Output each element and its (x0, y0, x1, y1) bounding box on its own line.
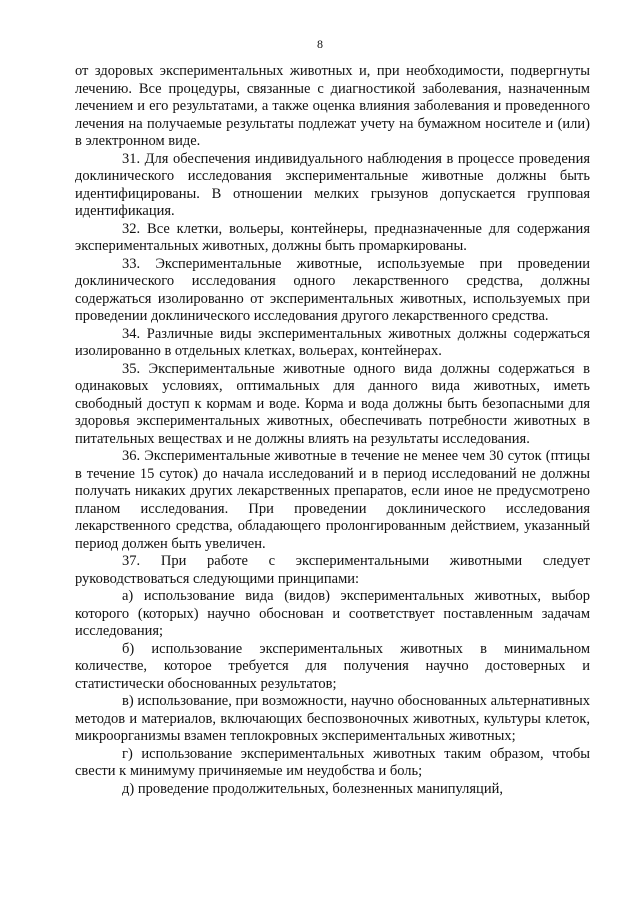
subitem-a: а) использование вида (видов) экспериментальных животных, выбор которого (которых) научно обоснован и соответствует поставленным задачам исследования; (75, 588, 590, 639)
subitem-d: д) проведение продолжительных, болезненных манипуляций, (122, 780, 503, 797)
subitem-g: г) использование экспериментальных животных таким образом, чтобы свести к минимуму причиняемые им неудобства и боль; (75, 745, 590, 779)
paragraph-item-33: 33. Экспериментальные животные, используемые при проведении доклинического исследования одного лекарственного средства, должны содержаться изолированно от экспериментальных животных, используемых при проведении доклинического исследования другого лекарственного средства. (75, 255, 590, 324)
subitem-b: б) использование экспериментальных животных в минимальном количестве, которое требуется для получения научно достоверных и статистически обоснованных результатов; (75, 640, 590, 692)
paragraph-item-36: 36. Экспериментальные животные в течение не менее чем 30 суток (птицы в течение 15 суток) до начала исследований и в период исследований не должны получать никаких других лекарственных препаратов, если иное не предусмотрено планом исследования. При проведении доклинического исследования лекарственного средства, обладающего пролонгированным действием, указанный период должен быть увеличен. (75, 448, 590, 552)
paragraph-continuation: от здоровых экспериментальных животных и, при необходимости, подвергнуты лечению. Все процедуры, связанные с диагностикой заболевания, назначенным лечением и его результатами, а также оценка влияния заболевания и проведенного лечения на получаемые результаты подлежат учету на бумажном носителе и (или) в электронном виде. (75, 63, 590, 149)
page-number: 8 (317, 37, 323, 51)
paragraph-item-32: 32. Все клетки, вольеры, контейнеры, предназначенные для содержания экспериментальных животных, должны быть промаркированы. (75, 220, 590, 254)
paragraph-item-37: 37. При работе с экспериментальными животными следует руководствоваться следующими принципами: (75, 553, 590, 587)
paragraph-item-34: 34. Различные виды экспериментальных животных должны содержаться изолированно в отдельных клетках, вольерах, контейнерах. (75, 325, 590, 359)
paragraph-item-31: 31. Для обеспечения индивидуального наблюдения в процессе проведения доклинического исследования экспериментальные животные должны быть идентифицированы. В отношении мелких грызунов допускается групповая идентификация. (75, 150, 590, 219)
body-text (75, 63, 590, 798)
paragraph-item-35: 35. Экспериментальные животные одного вида должны содержаться в одинаковых условиях, оптимальных для данного вида животных, иметь свободный доступ к кормам и воде. Корма и вода должны быть безопасными для здоровья экспериментальных животных, обеспечивать потребности животных в питательных веществах и не должны влиять на результаты исследования. (75, 360, 590, 447)
subitem-v: в) использование, при возможности, научно обоснованных альтернативных методов и материалов, включающих беспозвоночных животных, культуры клеток, микроорганизмы взамен теплокровных экспериментальных животных; (75, 693, 590, 744)
